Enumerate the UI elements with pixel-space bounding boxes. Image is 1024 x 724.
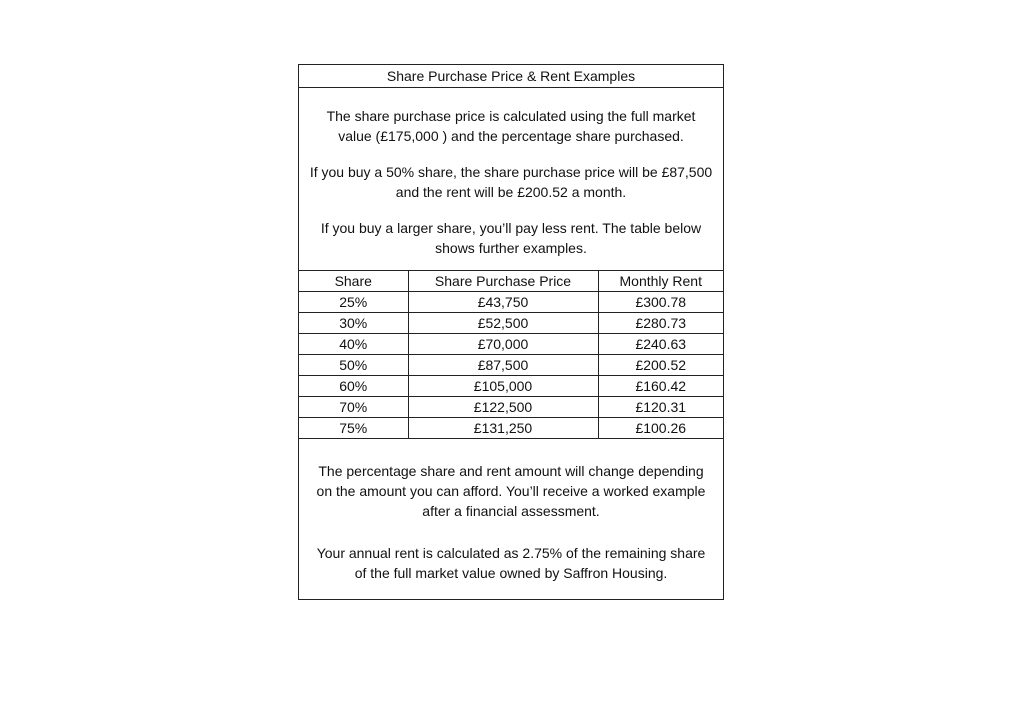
price-cell: £52,500 <box>408 313 598 334</box>
price-cell: £131,250 <box>408 418 598 439</box>
share-cell: 40% <box>299 334 408 355</box>
share-cell: 25% <box>299 292 408 313</box>
outro-section <box>299 439 723 599</box>
price-cell: £70,000 <box>408 334 598 355</box>
rent-cell: £240.63 <box>598 334 723 355</box>
intro-paragraph-larger-share: If you buy a larger share, you’ll pay less rent. The table below shows further examples. <box>320 220 702 256</box>
price-cell: £122,500 <box>408 397 598 418</box>
table-row <box>299 418 723 439</box>
table-row <box>299 397 723 418</box>
share-cell: 75% <box>299 418 408 439</box>
table-row <box>299 376 723 397</box>
price-cell: £43,750 <box>408 292 598 313</box>
share-cell: 50% <box>299 355 408 376</box>
column-header-share: Share <box>299 271 408 292</box>
table-row <box>299 334 723 355</box>
share-cell: 30% <box>299 313 408 334</box>
rent-cell: £100.26 <box>598 418 723 439</box>
rent-cell: £280.73 <box>598 313 723 334</box>
price-cell: £105,000 <box>408 376 598 397</box>
share-cell: 60% <box>299 376 408 397</box>
intro-section <box>299 88 723 271</box>
share-price-rent-examples-document <box>298 64 724 600</box>
table-row <box>299 313 723 334</box>
price-cell: £87,500 <box>408 355 598 376</box>
rent-cell: £120.31 <box>598 397 723 418</box>
document-title: Share Purchase Price & Rent Examples <box>299 65 723 88</box>
column-header-monthly-rent: Monthly Rent <box>598 271 723 292</box>
rent-cell: £160.42 <box>598 376 723 397</box>
intro-paragraph-fifty-percent-example: If you buy a 50% share, the share purchase price will be £87,500 and the rent will be £200.52 a month. <box>309 164 713 200</box>
table-row <box>299 355 723 376</box>
rent-cell: £200.52 <box>598 355 723 376</box>
column-header-share-purchase-price: Share Purchase Price <box>408 271 598 292</box>
share-cell: 70% <box>299 397 408 418</box>
share-examples-table <box>299 271 723 439</box>
outro-paragraph-annual-rent: Your annual rent is calculated as 2.75% of the remaining share of the full market value owned by Saffron Housing. <box>316 545 706 581</box>
table-header-row <box>299 271 723 292</box>
intro-paragraph-market-value: The share purchase price is calculated using the full market value (£175,000 ) and the percentage share purchased. <box>326 108 696 144</box>
outro-paragraph-affordability: The percentage share and rent amount will change depending on the amount you can afford. You’ll receive a worked example after a financial assessment. <box>316 463 706 519</box>
rent-cell: £300.78 <box>598 292 723 313</box>
table-row <box>299 292 723 313</box>
